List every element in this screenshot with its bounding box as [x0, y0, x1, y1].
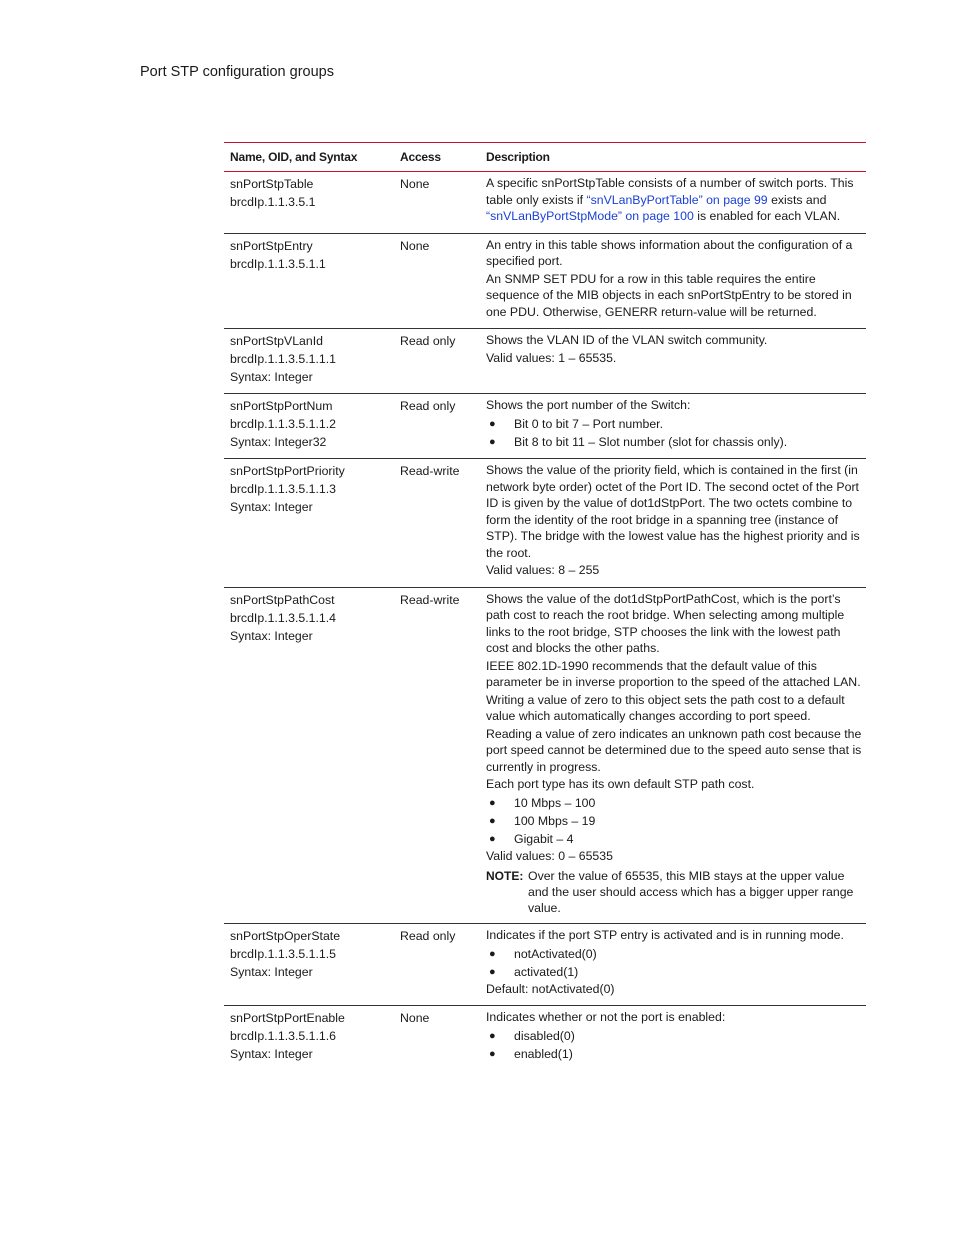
object-oid: brcdIp.1.1.3.5.1.1.2 [230, 417, 336, 431]
list-item: ● Bit 0 to bit 7 – Port number. [486, 415, 862, 433]
bullet-icon: ● [489, 814, 496, 827]
object-description: Indicates if the port STP entry is activated and is in running mode. ● notActivated(0) ● activated(1) Default: notActivated(0) [480, 927, 866, 998]
object-description: Shows the value of the priority field, which is contained in the first (in network byte order) octet of the Port ID. The second octet of the Port ID is given by the value of dot1dStpPort. The two octets combine to form the identity of the root bridge in a spanning tree (instance of STP). The bridge with the lowest value has the highest priority and is the root. Valid values: 8 – 255 [486, 463, 860, 577]
bullet-icon: ● [489, 1047, 496, 1060]
list-item: ● Gigabit – 4 [486, 830, 862, 848]
column-header-access: Access [400, 150, 441, 164]
object-access: Read only [400, 929, 456, 943]
object-syntax: Syntax: Integer [230, 370, 313, 384]
table-header [224, 143, 866, 172]
table-row [224, 329, 866, 394]
object-access: Read-write [400, 592, 460, 607]
object-access: Read only [400, 399, 456, 413]
object-name: snPortStpEntry [230, 238, 313, 253]
column-header-name: Name, OID, and Syntax [230, 150, 358, 164]
object-access: None [400, 238, 430, 253]
note-text: Over the value of 65535, this MIB stays at the upper value and the user should access which has a bigger upper range value. [528, 869, 854, 915]
object-oid: brcdIp.1.1.3.5.1 [230, 195, 316, 209]
bullet-icon: ● [489, 1029, 496, 1042]
cross-reference-link[interactable]: “snVLanByPortStpMode” on page 100 [486, 209, 694, 223]
list-item: ● disabled(0) [486, 1027, 862, 1045]
list-item: ● enabled(1) [486, 1045, 862, 1063]
object-syntax: Syntax: Integer [230, 965, 313, 979]
object-oid: brcdIp.1.1.3.5.1.1.3 [230, 482, 336, 496]
object-syntax: Syntax: Integer [230, 1047, 313, 1061]
table-row [224, 234, 866, 330]
table-row [224, 394, 866, 459]
object-name: snPortStpPortPriority [230, 464, 345, 478]
bullet-icon: ● [489, 947, 496, 960]
cross-reference-link[interactable]: “snVLanByPortTable” on page 99 [586, 192, 768, 207]
mib-object-table [224, 142, 866, 1070]
running-header: Port STP configuration groups [140, 64, 334, 80]
object-oid: brcdIp.1.1.3.5.1.1.4 [230, 610, 336, 625]
object-description: A specific snPortStpTable consists of a number of switch ports. This table only exists if “snVLanByPortTable” on page 99 exists and “snVLanByPortStpMode” on page 100 is enabled for each VLAN. [486, 176, 854, 223]
object-description: Shows the value of the dot1dStpPortPathCost, which is the port’s path cost to reach the root bridge. When selecting among multiple links to the root bridge, STP chooses the link with the lowest path cost and blocks the other paths. IEEE 802.1D-1990 recommends that the default value of this parameter be in inverse proportion to the speed of the attached LAN. Writing a value of zero to this object sets the path cost to a default value which automatically changes according to port speed. Reading a value of zero indicates an unknown path cost because the port speed cannot be determined due to the speed auto sense that is currently in progress. Each port type has its own default STP path cost. ● 10 Mbps – 100 ● 100 Mbps – 19 ● Gigabit – 4 Valid values: 0 – 65535 NOTE: Over the value of 65535, this MIB stays at the upper value and the user should access which has a bigger upper range value. [486, 591, 862, 915]
object-access: None [400, 1011, 430, 1025]
object-syntax: Syntax: Integer [230, 628, 313, 643]
table-row [224, 1006, 866, 1070]
object-name: snPortStpVLanId [230, 334, 323, 348]
object-description: Shows the VLAN ID of the VLAN switch community. Valid values: 1 – 65535. [486, 333, 768, 365]
object-name: snPortStpPortNum [230, 399, 333, 413]
object-name: snPortStpTable [230, 177, 314, 191]
object-name: snPortStpPathCost [230, 592, 335, 607]
object-name: snPortStpOperState [230, 929, 341, 943]
note-block [486, 868, 862, 916]
bullet-icon: ● [489, 832, 496, 845]
object-oid: brcdIp.1.1.3.5.1.1.5 [230, 947, 336, 961]
object-oid: brcdIp.1.1.3.5.1.1.1 [230, 352, 336, 366]
list-item: ● 100 Mbps – 19 [486, 812, 862, 830]
table-row [224, 588, 866, 925]
bullet-icon: ● [489, 796, 496, 809]
object-description: An entry in this table shows information about the configuration of a specified port. An SNMP SET PDU for a row in this table requires the entire sequence of the MIB objects in each snPortStpEntry to be stored in one PDU. Otherwise, GENERR return-value will be returned. [486, 237, 853, 319]
table-row [224, 924, 866, 1006]
table-row [224, 172, 866, 234]
object-syntax: Syntax: Integer32 [230, 435, 327, 449]
object-access: None [400, 177, 430, 191]
bullet-icon: ● [489, 965, 496, 978]
object-oid: brcdIp.1.1.3.5.1.1 [230, 256, 326, 271]
list-item: ● activated(1) [486, 963, 862, 981]
object-oid: brcdIp.1.1.3.5.1.1.6 [230, 1029, 336, 1043]
table-row [224, 459, 866, 588]
list-item: ● Bit 8 to bit 11 – Slot number (slot for chassis only). [486, 433, 862, 451]
object-description: Indicates whether or not the port is enabled: ● disabled(0) ● enabled(1) [480, 1009, 866, 1063]
object-description: Shows the port number of the Switch: ● Bit 0 to bit 7 – Port number. ● Bit 8 to bit 11 – Slot number (slot for chassis only). [480, 397, 866, 451]
object-name: snPortStpPortEnable [230, 1011, 345, 1025]
note-label: NOTE: [486, 869, 524, 883]
object-syntax: Syntax: Integer [230, 500, 313, 514]
bullet-icon: ● [489, 435, 496, 448]
list-item: ● 10 Mbps – 100 [486, 794, 862, 812]
object-access: Read only [400, 334, 456, 348]
object-access: Read-write [400, 464, 460, 478]
column-header-description: Description [486, 150, 550, 164]
bullet-icon: ● [489, 417, 496, 430]
list-item: ● notActivated(0) [486, 945, 862, 963]
